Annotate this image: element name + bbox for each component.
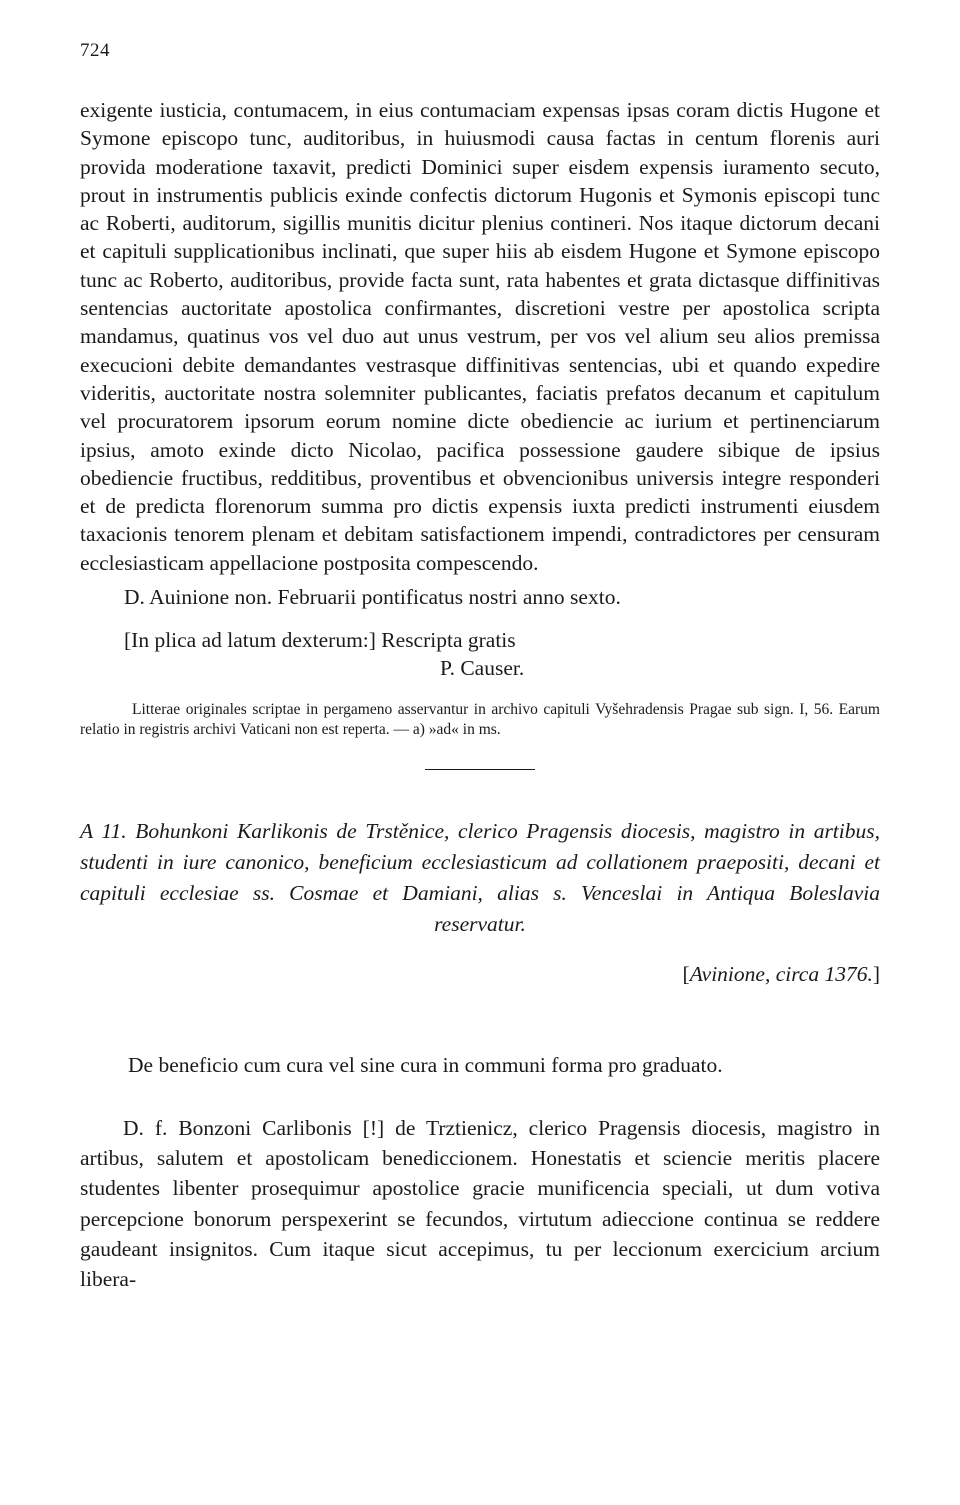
book-page [80,40,880,1294]
letter-paragraph: D. f. Bonzoni Carlibonis [!] de Trztienicz, clerico Pragensis diocesis, magistro in artibus, salutem et apostolicam benediccionem. Honestatis et sciencie meritis placere studentes libenter prosequimur apostolice gracie munificencia speciali, ut dum votiva percepcione bonorum perspexerint se fecundos, virtutum adieccione continua se reddere gaudeant insignitos. Cum itaque sicut accepimus, tu per leccionum exercicium arcium libera- [80,1116,880,1292]
bracket-open: [ [682,962,690,987]
document-heading: A 11. Bohunkoni Karlikonis de Trstěnice, clerico Pragensis diocesis, magistro in artibus, studenti in iure canonico, beneficium ecclesiasticum ad collationem praepositi, decani et capituli ecclesiae ss. Cosmae et Damiani, alias s. Venceslai in Antiqua Boleslavia reservatur. [80,819,880,937]
place-date-text: Avinione, circa 1376. [689,962,873,987]
section-divider [425,769,535,770]
dating-line: D. Auinione non. Februarii pontificatus nostri anno sexto. [124,585,621,610]
formula-line: De beneficio cum cura vel sine cura in communi forma pro graduato. [128,1053,723,1078]
continuation-paragraph: exigente iusticia, contumacem, in eius contumaciam expensas ipsas coram dictis Hugone et Symone episcopo tunc, auditoribus, in huiusmodi causa factas in centum florenis auri provida moderatione taxavit, predicti Dominici super eisdem expensis iuramento secuto, prout in instrumentis publicis exinde confectis dictorum Hugonis et Symonis episcopi tunc ac Roberti, auditorum, sigillis munitis dicitur plenius contineri. Nos itaque dictorum decani et capituli supplicationibus inclinati, que super hiis ab eisdem Hugone et Symone episcopo tunc ac Roberto, auditoribus, provide facta sunt, rata habentes et grata dictasque diffinitivas sentencias auctoritate apostolica confirmantes, discretioni vestre per apostolica scripta mandamus, quatinus vos vel duo aut unus vestrum, per vos vel alium seu alios premissa execucioni debite demandantes vestrasque diffinitivas sentencias, ubi et quando expedire videritis, auctoritate nostra solemniter publicantes, faciatis prefatos decanum et capitulum vel procuratorem ipsorum eorum nomine dicte obediencie ac iurium et pertinenciarum ipsius, amoto exinde dicto Nicolao, pacifica possessione gaudere sibique de ipsius obediencie fructibus, redditibus, proventibus et obvencionibus universis integre responderi et de predicta florenorum summa pro dictis expensis iuxta predicti instrumenti eiusdem taxacionis tenorem plenam et debitam satisfactionem impendi, contradictores per censuram ecclesiasticam appellacione postposita compescendo. [80,98,880,575]
page-number: 724 [80,40,110,61]
archival-footnote: Litterae originales scriptae in pergameno asservantur in archivo capituli Vyšehradensis Pragae sub sign. I, 56. Earum relatio in registris archivi Vaticani non est reperta. — a) »ad« in ms. [80,701,880,739]
plica-note: [In plica ad latum dexterum:] Rescripta gratis [124,628,516,653]
scribe-signature: P. Causer. [440,656,525,681]
place-and-date [80,960,880,988]
bracket-close: ] [872,962,880,987]
